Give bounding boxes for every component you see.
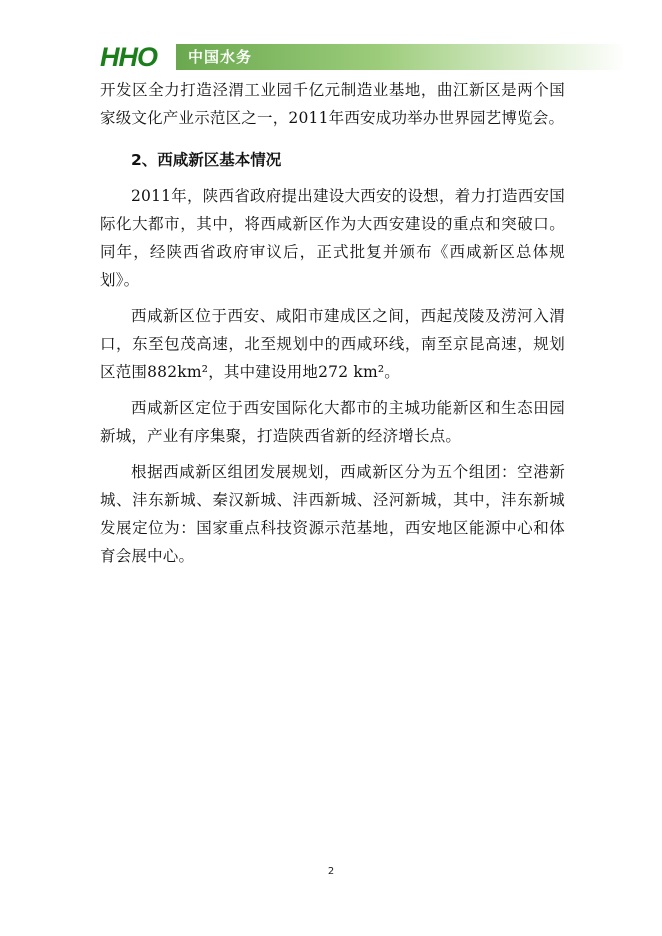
document-body [100,76,565,570]
paragraph-positioning: 西咸新区定位于西安国际化大都市的主城功能新区和生态田园新城，产业有序集聚，打造陕西省新的经济增长点。 [100,399,565,445]
section-heading: 2、西咸新区基本情况 [131,151,282,169]
page-header [100,44,626,70]
logo-slash-icon [166,42,176,72]
continued-paragraph: 开发区全力打造泾渭工业园千亿元制造业基地，曲江新区是两个国家级文化产业示范区之一，2011年西安成功举办世界园艺博览会。 [100,81,565,127]
paragraph-location: 西咸新区位于西安、咸阳市建成区之间，西起茂陵及涝河入渭口，东至包茂高速，北至规划中的西咸环线，南至京昆高速，规划区范围882km²，其中建设用地272 km²。 [100,307,565,381]
company-name: 中国水务 [188,48,253,66]
paragraph-clusters: 根据西咸新区组团发展规划，西咸新区分为五个组团：空港新城、沣东新城、秦汉新城、沣西新城、泾河新城，其中，沣东新城发展定位为：国家重点科技资源示范基地，西安地区能源中心和体育会展中心。 [100,463,565,565]
hho-logo: HHO [100,42,157,72]
paragraph-planning: 2011年，陕西省政府提出建设大西安的设想，着力打造西安国际化大都市，其中，将西咸新区作为大西安建设的重点和突破口。同年，经陕西省政府审议后，正式批复并颁布《西咸新区总体规划》。 [100,187,565,289]
page-number: 2 [327,866,335,877]
